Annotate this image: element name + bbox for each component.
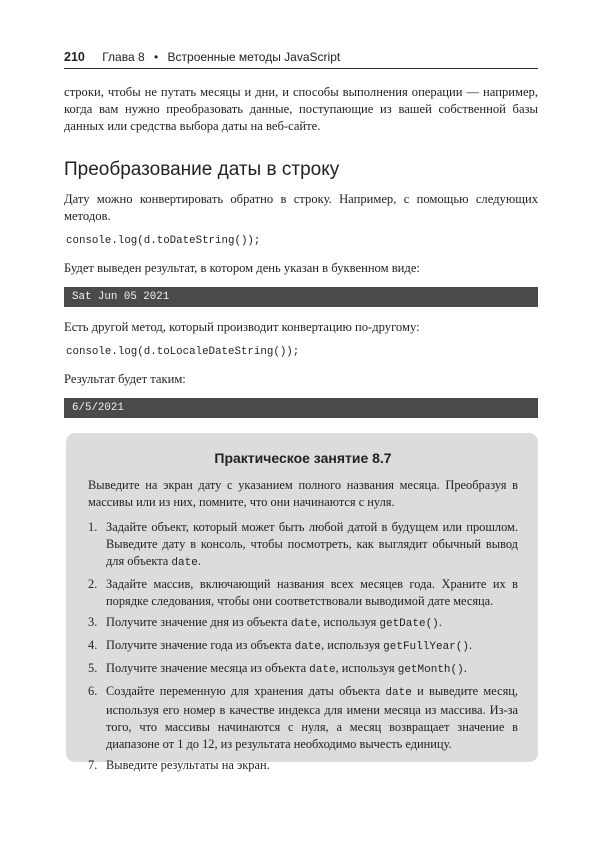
section-paragraph-2: Будет выведен результат, в котором день указан в буквенном виде:: [64, 261, 420, 275]
intro-paragraph: строки, чтобы не путать месяцы и дни, и способы выполнения операции — например, когда вам нужно преобразовать данные, поступающие из вашей собственной базы данных или средства выбора даты на веб-сайте.: [64, 85, 538, 133]
exercise-intro: Выведите на экран дату с указанием полного названия месяца. Преобразуя в массивы или из них, помните, что они начинаются с нуля.: [88, 478, 518, 509]
section-paragraph-3: Есть другой метод, который производит конвертацию по-другому:: [64, 320, 420, 334]
running-header: [64, 50, 538, 68]
exercise-item-3: 3. Получите значение дня из объекта date, используя getDate().: [88, 615, 442, 630]
section-paragraph-4: Результат будет таким:: [64, 372, 186, 386]
exercise-item-7: 7. Выведите результаты на экран.: [88, 758, 270, 772]
chapter-title: Встроенные методы JavaScript: [167, 50, 341, 64]
exercise-title: Практическое занятие 8.7: [214, 450, 392, 466]
exercise-box: [66, 433, 538, 772]
page-content: [64, 84, 538, 430]
exercise-list: [88, 519, 518, 774]
section-title: Преобразование даты в строку: [64, 159, 340, 180]
exercise-item-6: 6. Создайте переменную для хранения даты объекта date и выведите месяц, используя его номер в качестве индекса для имени месяца из массива. Из-за того, что массивы начинаются с нуля, а месяц возвращает значение в диапазоне от 1 до 12, из результата необходимо вычесть единицу.: [88, 684, 518, 751]
chapter-label: Глава 8: [102, 50, 145, 64]
output-block-1: Sat Jun 05 2021: [64, 287, 538, 307]
header-divider: [64, 68, 538, 69]
code-line-2: console.log(d.toLocaleDateString());: [66, 346, 300, 358]
exercise-item-5: 5. Получите значение месяца из объекта date, используя getMonth().: [88, 661, 467, 676]
header-bullet: •: [153, 50, 159, 64]
exercise-item-1: 1. Задайте объект, который может быть любой датой в будущем или прошлом. Выведите дату в консоль, чтобы посмотреть, как выглядит обычный вывод для объекта date.: [88, 520, 518, 569]
exercise-item-2: 2. Задайте массив, включающий названия всех месяцев года. Храните их в порядке следования, чтобы они соответствовали выводимой дате месяца.: [88, 577, 518, 608]
exercise-item-4: 4. Получите значение года из объекта date, используя getFullYear().: [88, 638, 473, 653]
output-block-2: 6/5/2021: [64, 398, 538, 418]
code-line-1: console.log(d.toDateString());: [66, 235, 261, 247]
page-number: 210: [64, 50, 85, 64]
section-paragraph-1: Дату можно конвертировать обратно в строку. Например, с помощью следующих методов.: [64, 192, 538, 223]
